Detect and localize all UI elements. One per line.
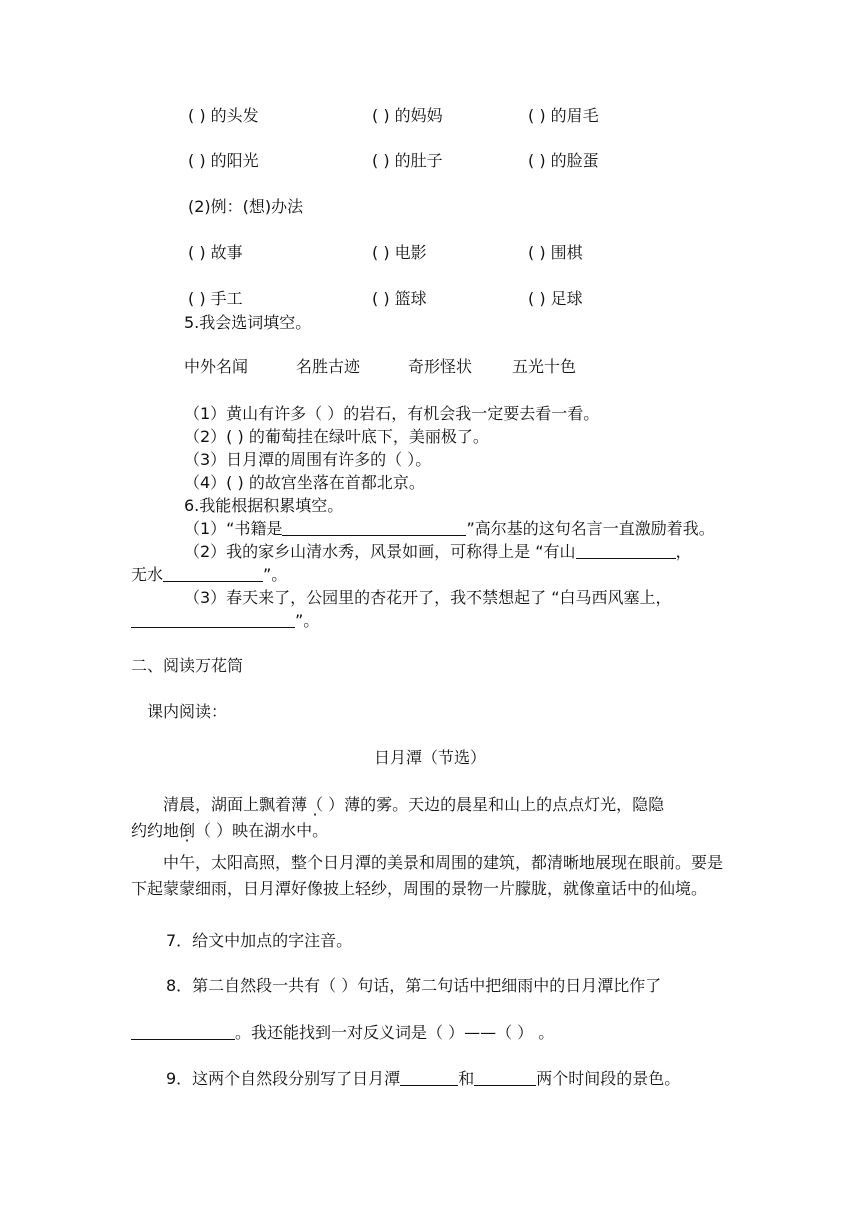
question-7: 7．给文中加点的字注音。	[166, 931, 353, 950]
question-9	[166, 1069, 680, 1089]
q2-blank-mountain[interactable]	[576, 542, 676, 559]
q3-suffix: ”。	[295, 611, 320, 630]
q8-line2-text: 。我还能找到一对反义词是（ ）——（ ） 。	[235, 1023, 555, 1042]
blank-handcraft[interactable]: ( ) 手工	[188, 289, 243, 308]
example-line: (2)例：(想)办法	[188, 197, 304, 216]
section5-q2[interactable]: （2）( ) 的葡萄挂在绿叶底下，美丽极了。	[184, 427, 489, 446]
blank-basketball[interactable]: ( ) 篮球	[372, 289, 427, 308]
question-8: 8．第二自然段一共有（ ）句话，第二句话中把细雨中的日月潭比作了	[166, 976, 662, 995]
blank-face[interactable]: ( ) 的脸蛋	[528, 151, 599, 170]
q2-prefix: （2）我的家乡山清水秀，风景如画，可称得上是 “有山	[184, 542, 576, 561]
paragraph-1: 清晨，湖面上飘着薄（ ）薄的雾。天边的晨星和山上的点点灯光，隐隐	[163, 795, 665, 814]
section6-heading: 6.我能根据积累填空。	[184, 496, 344, 515]
blank-eyebrow[interactable]: ( ) 的眉毛	[528, 106, 599, 125]
blank-football[interactable]: ( ) 足球	[528, 289, 583, 308]
section5-q4[interactable]: （4）( ) 的故宫坐落在首都北京。	[184, 473, 425, 492]
paragraph-2: 中午，太阳高照，整个日月潭的美景和周围的建筑，都清晰地展现在眼前。要是下起蒙蒙细雨，日月潭好像披上轻纱，周围的景物一片朦胧，就像童话中的仙境。	[131, 853, 724, 898]
word-choice-4: 五光十色	[512, 357, 577, 376]
q9-blank-2[interactable]	[474, 1069, 536, 1086]
passage	[131, 792, 731, 902]
blank-hair[interactable]: ( ) 的头发	[188, 106, 259, 125]
blank-sunshine[interactable]: ( ) 的阳光	[188, 151, 259, 170]
blank-belly[interactable]: ( ) 的肚子	[372, 151, 443, 170]
q1-prefix: （1）“书籍是	[184, 519, 283, 538]
section5-heading: 5.我会选词填空。	[184, 313, 312, 332]
q9-and: 和	[458, 1069, 475, 1088]
q8-blank-line[interactable]	[131, 1023, 235, 1040]
section6-q1	[184, 519, 715, 539]
blank-movie[interactable]: ( ) 电影	[372, 243, 427, 262]
q2-blank-water[interactable]	[163, 565, 263, 582]
q3-blank-line[interactable]	[131, 611, 295, 628]
q1-suffix: ”高尔基的这句名言一直激励着我。	[466, 519, 715, 538]
section5-q3[interactable]: （3）日月潭的周围有许多的（ ）。	[184, 450, 432, 469]
word-choice-1: 中外名闻	[184, 357, 249, 376]
section5-q1[interactable]: （1）黄山有许多（ ）的岩石，有机会我一定要去看一看。	[184, 404, 600, 423]
paragraph-1-cont: 约约地倒（ ）映在湖水中。	[131, 821, 329, 840]
q2-line2-suffix: ”。	[263, 565, 288, 584]
q9-prefix: 9．这两个自然段分别写了日月潭	[166, 1069, 401, 1088]
dotted-char-dao: 倒	[179, 821, 196, 840]
word-choice-2: 名胜古迹	[296, 357, 361, 376]
q2-comma: ，	[675, 542, 692, 561]
section6-q3: （3）春天来了，公园里的杏花开了，我不禁想起了 “白马西风塞上，	[184, 588, 672, 607]
passage-title: 日月潭（节选）	[373, 748, 486, 767]
question-8-line2	[131, 1023, 554, 1043]
blank-mother[interactable]: ( ) 的妈妈	[372, 106, 443, 125]
section6-q2-line2	[131, 565, 287, 585]
part2-subheading: 课内阅读：	[147, 702, 228, 721]
part2-heading: 二、阅读万花筒	[131, 656, 244, 675]
blank-go[interactable]: ( ) 围棋	[528, 243, 583, 262]
word-choice-3: 奇形怪状	[408, 357, 473, 376]
q9-blank-1[interactable]	[400, 1069, 458, 1086]
section6-q2	[184, 542, 692, 562]
q1-blank-line[interactable]	[282, 519, 466, 536]
blank-story[interactable]: ( ) 故事	[188, 243, 243, 262]
q9-suffix: 两个时间段的景色。	[536, 1069, 681, 1088]
dotted-char-bo: 薄	[291, 795, 308, 814]
section6-q3-line2	[131, 611, 319, 631]
q2-line2-prefix: 无水	[131, 565, 164, 584]
